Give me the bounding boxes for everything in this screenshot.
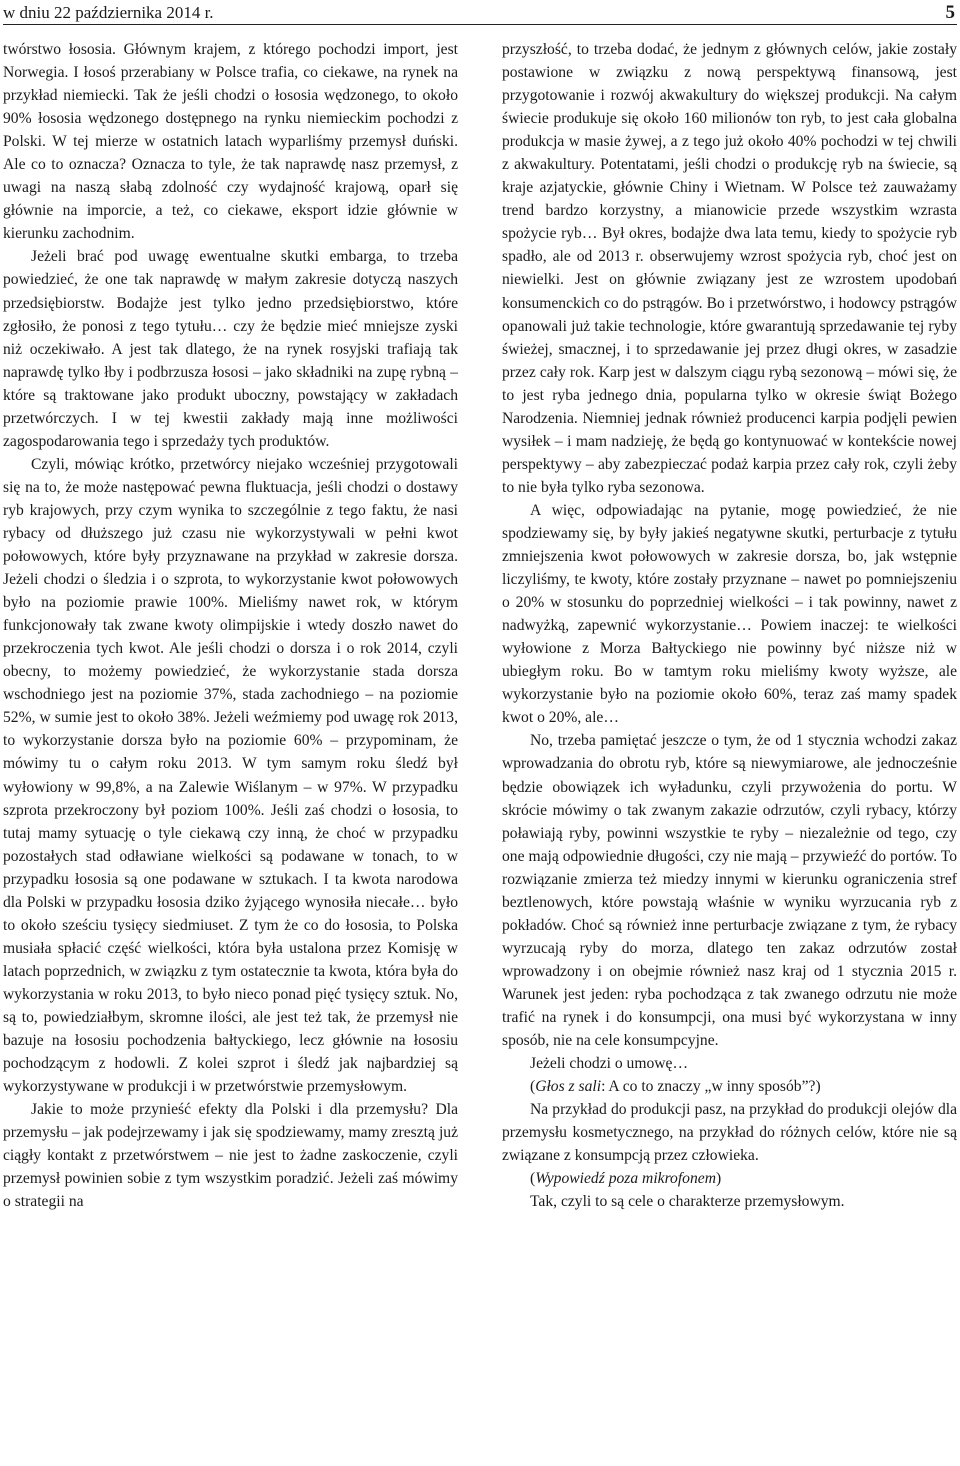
speaker-label: Głos z sali [535, 1078, 602, 1096]
paragraph: twórstwo łososia. Głównym krajem, z którego pochodzi import, jest Norwegia. I łosoś przerabiany w Polsce trafia, co ciekawe, na rynek na przykład niemiecki. Tak że jeśli chodzi o łososia wędzonego, to około 90% łososia wędzonego dostępnego na rynku niemieckim pochodzi z Polski. W tej mierze w ostatnich latach wyparliśmy przemysł duński. Ale co to oznacza? Oznacza to tyle, że tak naprawdę nasz przemysł, z uwagi na naszą słabą zdolność czy wydajność krajową, oparł się głównie na imporcie, a też, co ciekawe, eksport idzie głównie w kierunku zachodnim. [3, 41, 458, 243]
header-date: w dniu 22 października 2014 r. [3, 3, 214, 22]
running-header [3, 0, 957, 25]
interjection: (Głos z sali: A co to znaczy „w inny sposób”?) [530, 1078, 821, 1096]
paragraph: przyszłość, to trzeba dodać, że jednym z głównych celów, jakie zostały postawione w związku z nową perspektywą finansową, jest przygotowanie i rozwój akwakultury do większej produkcji. Na całym świecie produkuje się około 160 milionów ton ryb, to jest cała globalna produkcja w masie żywej, a z tego już około 40% pochodzi w tej chwili z akwakultury. Potentatami, jeśli chodzi o produkcję ryb na świecie, są kraje azjatyckie, głównie Chiny i Wietnam. W Polsce też zauważamy trend bardzo korzystny, a mianowicie przede wszystkim wzrasta spożycie ryb… Był okres, bodajże dwa lata temu, kiedy to spożycie ryb spadło, ale od 2013 r. obserwujemy wzrost spożycia ryb, choć jest on niewielki. Jest on głównie związany jest ze wzrostem upodobań konsumenckich co do pstrągów. Bo i przetwórstwo, i hodowcy pstrągów opanowali już takie technologie, które gwarantują sprzedawanie tej ryby świeżej, smacznej, i to sprzedawanie jej przez długi okres, w zasadzie przez cały rok. Karp jest w dalszym ciągu rybą sezonową – mówi się, że to jest ryba jednego dnia, popularna tylko w okresie świąt Bożego Narodzenia. Niemniej jednak również producenci karpia podjęli pewien wysiłek – i mam nadzieję, że będą go kontynuować w kontekście nowej perspektywy – aby zabezpieczać podaż karpia przez cały rok, czyli żeby to nie była tylko ryba sezonowa. [502, 41, 957, 496]
paragraph: A więc, odpowiadając na pytanie, mogę powiedzieć, że nie spodziewamy się, by były jakieś negatywne skutki, perturbacje z tytułu zmniejszenia kwot połowowych w zakresie dorsza, bo, jak wstępnie liczyliśmy, te kwoty, które zostały przyznane – nawet po pomniejszeniu o 20% w stosunku do poprzedniej wielkości – i tak powinny, nawet z nadwyżką, zapewnić wykorzystanie… Powiem inaczej: te wielkości wyłowione z Morza Bałtyckiego nie powinny być niższe niż w ubiegłym roku. Bo w tamtym roku mieliśmy kwoty wyższe, ale wykorzystanie było na poziomie około 60%, teraz zaś mamy spadek kwot o 20%, ale… [502, 501, 957, 727]
paragraph: Tak, czyli to są cele o charakterze przemysłowym. [530, 1193, 845, 1211]
interjection-text: : A co to znaczy „w inny sposób”? [601, 1078, 816, 1096]
stage-note-text: Wypowiedź poza mikrofonem [535, 1170, 716, 1188]
paragraph: Na przykład do produkcji pasz, na przykład do produkcji olejów dla przemysłu kosmetycznego, na przykład do różnych celów, które nie są związane z konsumpcją przez człowieka. [502, 1101, 957, 1165]
stage-note: (Wypowiedź poza mikrofonem) [530, 1170, 722, 1188]
paragraph: Jeżeli chodzi o umowę… [530, 1055, 689, 1073]
paragraph: Jeżeli brać pod uwagę ewentualne skutki embarga, to trzeba powiedzieć, że one tak naprawdę w małym zakresie dotyczą naszych przedsiębiorstw. Bodajże jest tylko jedno przedsiębiorstwo, które zgłosiło, że ponosi z tego tytułu… czy że będzie mieć mniejsze zyski niż oczekiwało. A jest tak dlatego, że na rynek rosyjski trafiają tak naprawdę tylko łby i podbrzusza łososi – jako składniki na zupę rybną – które są traktowane jako produkt uboczny, powstający w zakładach przetwórczych. I w tej kwestii zakłady mają inne możliwości zagospodarowania tego i sprzedaży tych produktów. [3, 248, 458, 450]
paragraph: Czyli, mówiąc krótko, przetwórcy niejako wcześniej przygotowali się na to, że może następować pewna fluktuacja, jeśli chodzi o dostawy ryb krajowych, przy czym wynika to szczególnie z tego faktu, że nasi rybacy od dłuższego już czasu nie wykorzystywali w pełni kwot połowowych, które były przyznawane na przykład w zakresie dorsza. Jeżeli chodzi o śledzia i o szprota, to wykorzystanie kwot połowowych było na poziomie prawie 100%. Mieliśmy nawet rok, w którym funkcjonowały tak zwane kwoty olimpijskie i wtedy doszło nawet do przekroczenia tych kwot. Ale jeśli chodzi o dorsza i o rok 2014, czyli obecny, to możemy powiedzieć, że wykorzystanie stada dorsza wschodniego jest na poziomie 37%, stada zachodniego – na poziomie 52%, w sumie jest to około 38%. Jeżeli weźmiemy pod uwagę rok 2013, to wykorzystanie dorsza było na poziomie 60% – przypominam, że mówimy tu o całym roku 2013. W tym samym roku śledź był wyłowiony w 99,8%, a na Zalewie Wiślanym – w 97%. W przypadku szprota przekroczony był poziom 100%. Jeśli zaś chodzi o łososia, to tutaj mamy sytuację o tyle ciekawą czy inną, że choć w przypadku pozostałych stad odławiane wielkości są podawane w tonach, to w przypadku łososia są one podawane w sztukach. I ta kwota narodowa dla Polski w przypadku łososia dziko żyjącego wynosiła niecałe… było to około sześciu tysięcy siedmiuset. Z tym że co do łososia, to Polska musiała spłacić część wielkości, która była ustalona przez Komisję w latach poprzednich, w związku z tym ostatecznie ta kwota, która była do wykorzystania w roku 2013, to było nieco ponad pięć tysięcy sztuk. No, są to, powiedziałbym, skromne ilości, ale jest też tak, że przemysł nie bazuje na łososiu pochodzenia bałtyckiego, lecz głównie na łososiu pochodzącym z hodowli. Z kolei szprot i śledź jak najbardziej są wykorzystywane w produkcji i w przetwórstwie przemysłowym. [3, 455, 458, 1096]
right-column [502, 38, 957, 1462]
paragraph: No, trzeba pamiętać jeszcze o tym, że od 1 stycznia wchodzi zakaz wprowadzania do obrotu ryb, które są niewymiarowe, ale jednocześnie będzie obowiązek ich wyładunku, czyli przywożenia do portu. W skrócie mówimy o tak zwanym zakazie odrzutów, czyli rybacy, którzy poławiają ryby, powinni wszystkie te ryby – niezależnie od tego, czy one mają odpowiednie długości, czy nie mają – przywieźć do portów. To rozwiązanie zmierza też miedzy innymi w kierunku ograniczenia stref beztlenowych, które powstają właśnie w wyniku wyrzucania ryb z pokładów. Choć są również inne perturbacje związane z tym, że rybacy wyrzucają ryby do morza, dlatego ten zakaz odrzutów został wprowadzony i on obejmie również nasz kraj od 1 stycznia 2015 r. Warunek jest jeden: ryba pochodząca z tak zwanego odrzutu nie może trafić na rynek i do konsumpcji, ona musi być wykorzystana w inny sposób, nie na cele konsumpcyjne. [502, 732, 957, 1050]
left-column [3, 38, 458, 1462]
text-columns [3, 38, 957, 1462]
paragraph: Jakie to może przynieść efekty dla Polski i dla przemysłu? Dla przemysłu – jak podejrzewamy i jak się spodziewamy, mamy zresztą już ciągły kontakt z przetwórstwem – nie jest to żadne zaskoczenie, czyli przemysł powinien sobie z tym wszystkim poradzić. Jeżeli zaś mówimy o strategii na [3, 1101, 458, 1211]
page-number: 5 [945, 2, 955, 23]
